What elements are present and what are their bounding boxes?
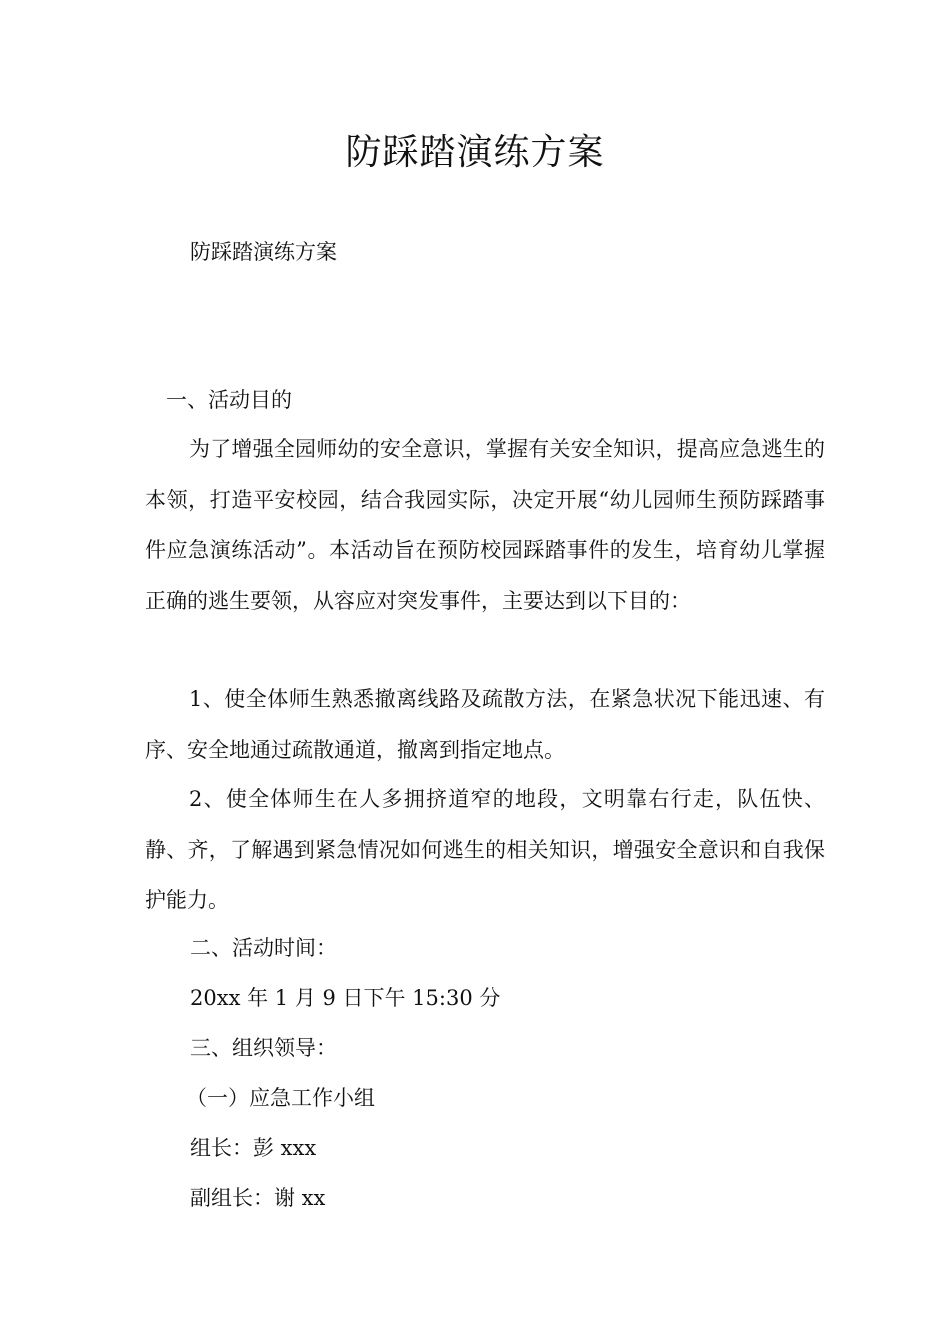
activity-time: 20xx 年 1 月 9 日下午 15:30 分 [190,986,501,1010]
section3-heading: 三、组织领导： [190,1036,337,1060]
section1-heading: 一、活动目的 [166,388,292,412]
deputy-group-leader: 副组长：谢 xx [190,1186,326,1210]
goal-1-paragraph: 1、使全体师生熟悉撤离线路及疏散方法，在紧急状况下能迅速、有序、安全地通过疏散通道，撤离到指定地点。 [145,687,825,762]
goal-2-paragraph: 2、使全体师生在人多拥挤道窄的地段，文明靠右行走，队伍快、静、齐，了解遇到紧急情况如何逃生的相关知识，增强安全意识和自我保护能力。 [145,787,825,912]
group-heading: （一）应急工作小组 [186,1086,375,1110]
document-title: 防踩踏演练方案 [345,132,605,173]
section2-heading: 二、活动时间： [190,936,337,960]
document-subtitle: 防踩踏演练方案 [190,240,337,264]
group-leader: 组长：彭 xxx [190,1136,317,1160]
section1-paragraph: 为了增强全园师幼的安全意识，掌握有关安全知识，提高应急逃生的本领，打造平安校园，结合我园实际，决定开展“幼儿园师生预防踩踏事件应急演练活动”。本活动旨在预防校园踩踏事件的发生，培育幼儿掌握正确的逃生要领，从容应对突发事件，主要达到以下目的： [145,437,825,613]
